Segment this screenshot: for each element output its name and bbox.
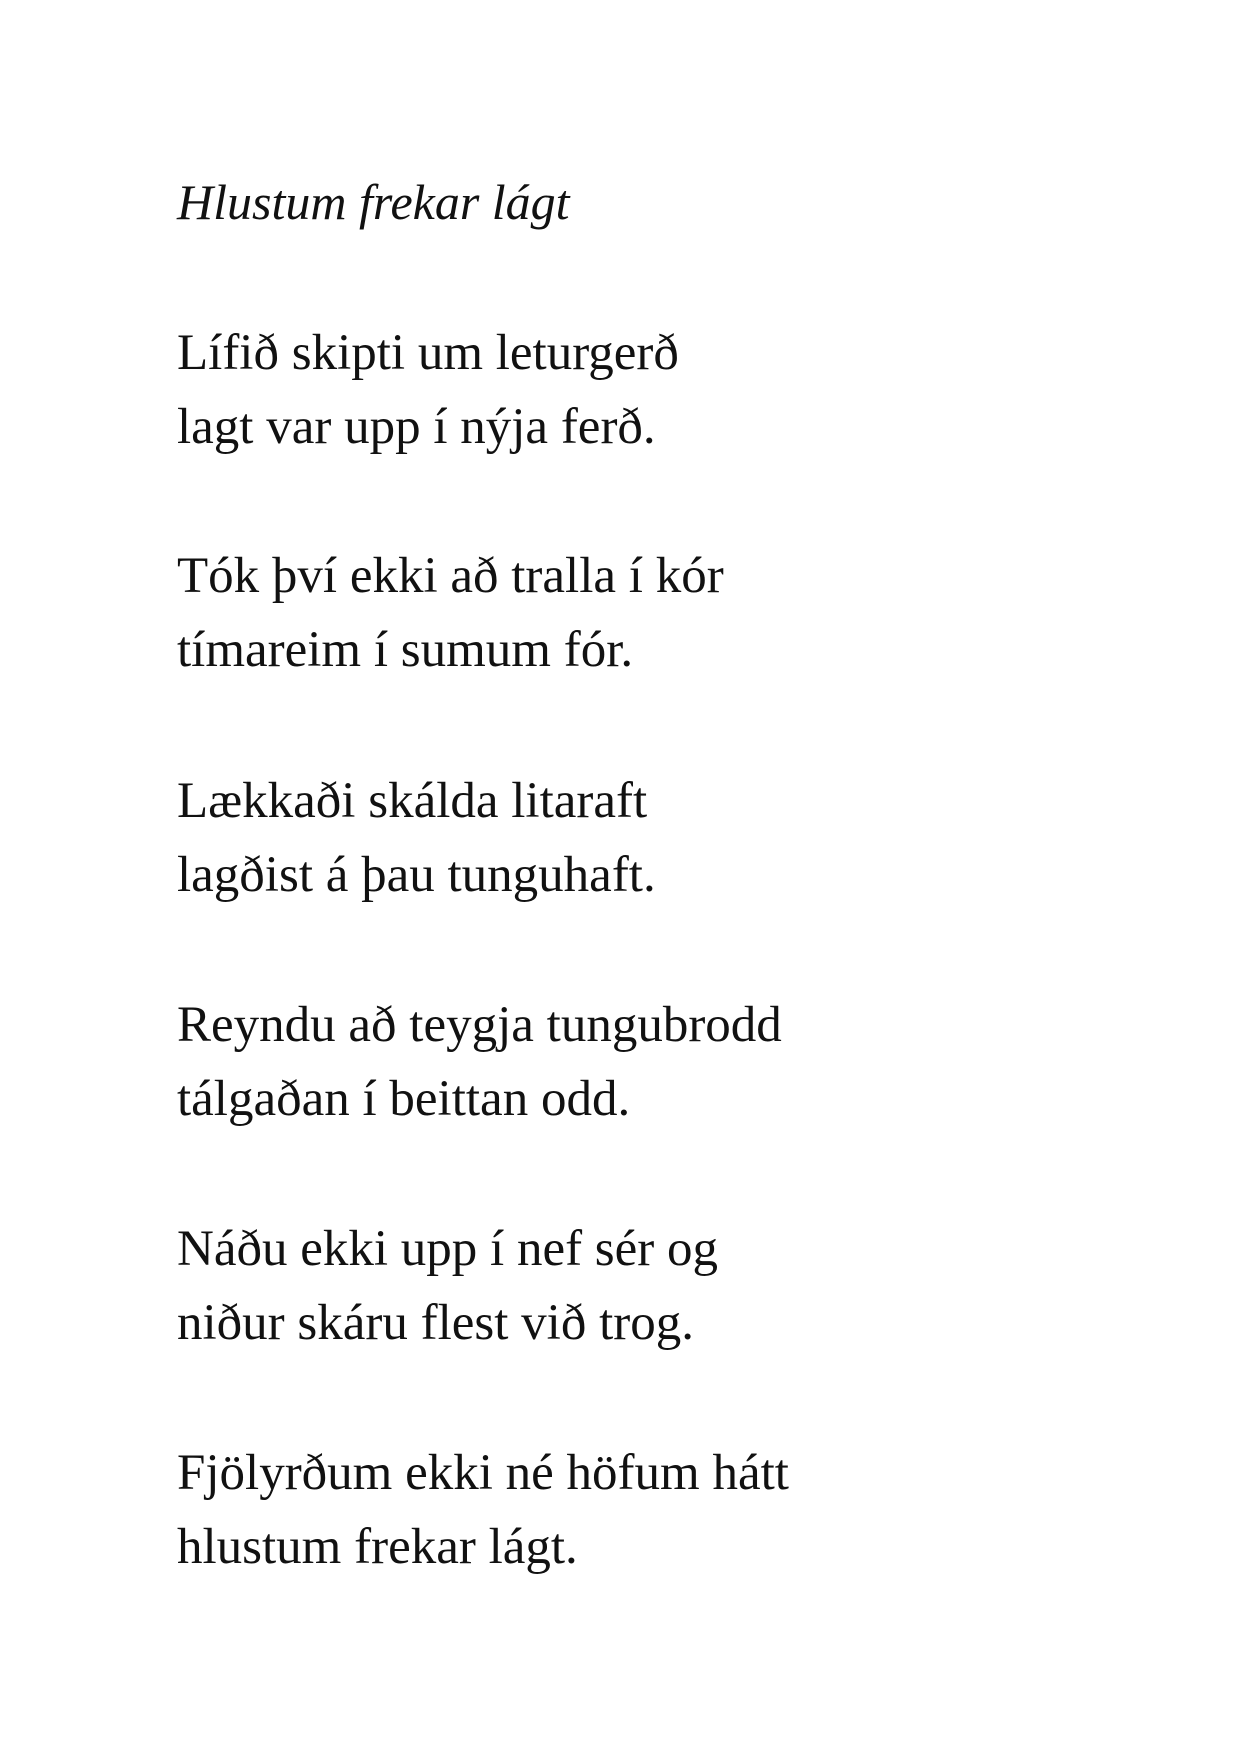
- stanza-line: Lífið skipti um leturgerð: [177, 325, 679, 381]
- stanza-line: lagt var upp í nýja ferð.: [177, 399, 656, 455]
- stanza-line: niður skáru flest við trog.: [177, 1295, 694, 1351]
- stanza-2: [177, 539, 724, 687]
- stanza-line: Lækkaði skálda litaraft: [177, 773, 648, 829]
- stanza-line: tímareim í sumum fór.: [177, 622, 634, 678]
- stanza-6: [177, 1436, 789, 1584]
- poem-title: Hlustum frekar lágt: [177, 174, 570, 230]
- stanza-line: hlustum frekar lágt.: [177, 1519, 578, 1575]
- stanza-line: Náðu ekki upp í nef sér og: [177, 1221, 719, 1277]
- stanza-line: Fjölyrðum ekki né höfum hátt: [177, 1445, 789, 1501]
- stanza-1: [177, 316, 679, 464]
- stanza-3: [177, 764, 656, 912]
- stanza-4: [177, 988, 782, 1136]
- stanza-line: tálgaðan í beittan odd.: [177, 1071, 631, 1127]
- stanza-line: Tók því ekki að tralla í kór: [177, 548, 724, 604]
- stanza-line: Reyndu að teygja tungubrodd: [177, 997, 782, 1053]
- stanza-5: [177, 1212, 718, 1360]
- stanza-line: lagðist á þau tunguhaft.: [177, 847, 656, 903]
